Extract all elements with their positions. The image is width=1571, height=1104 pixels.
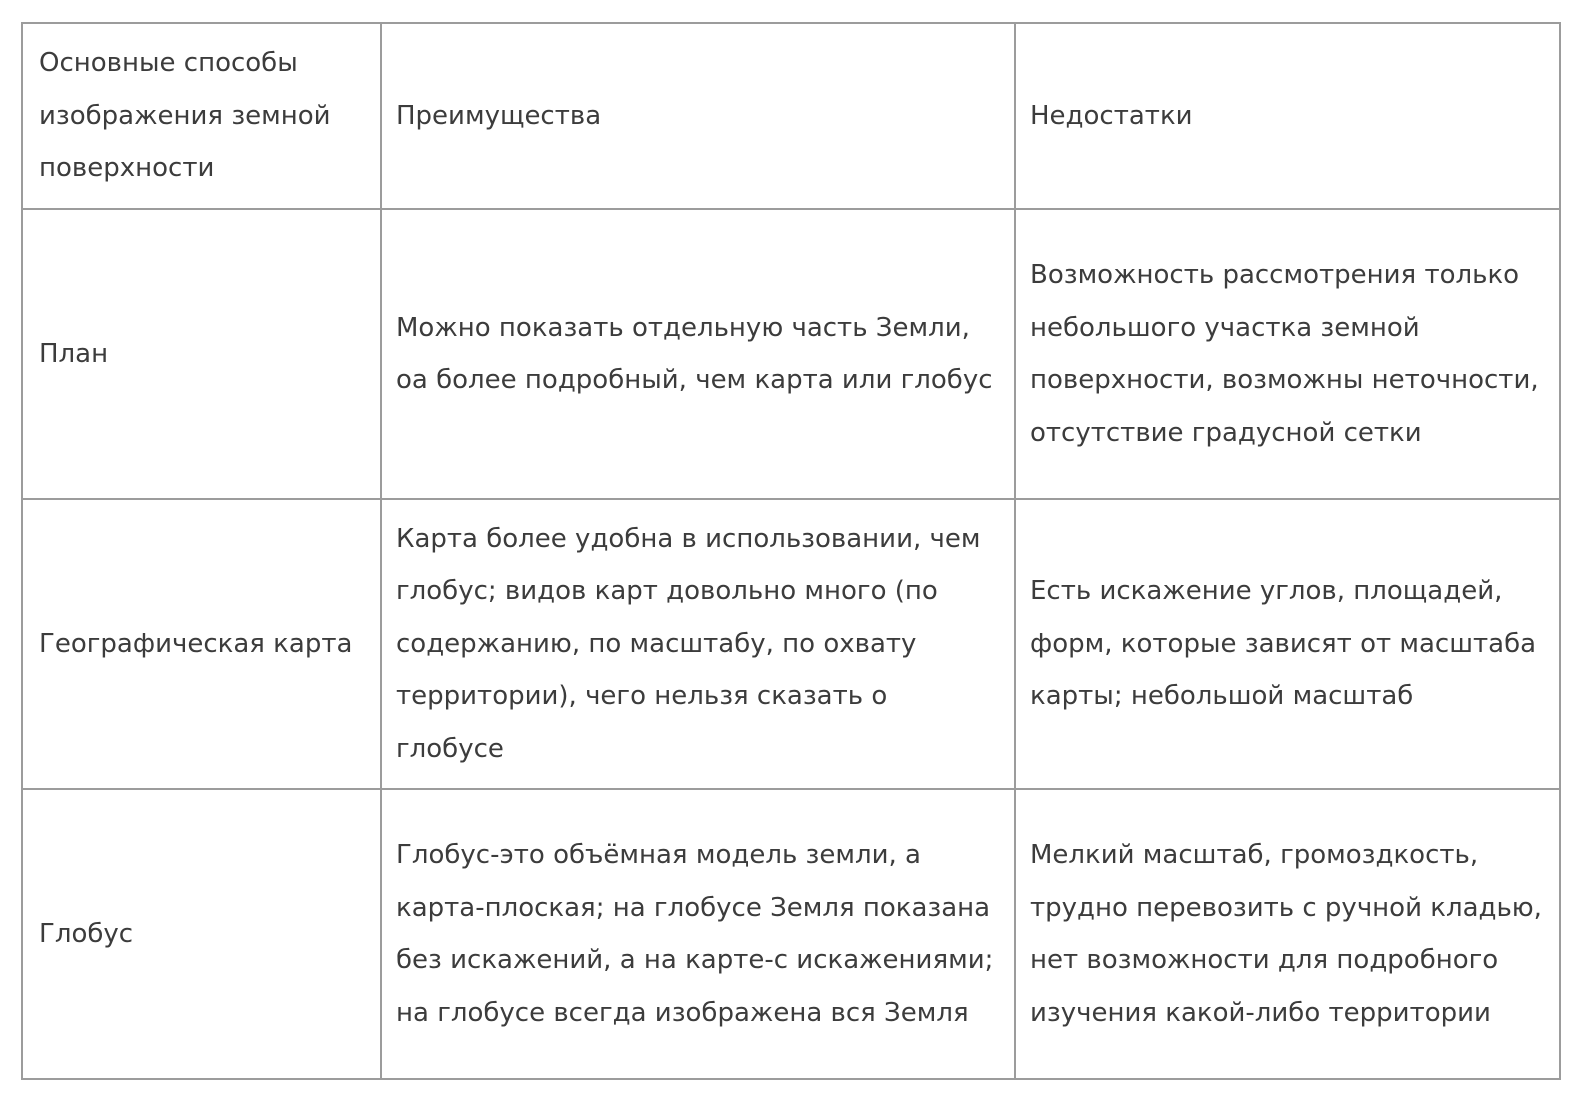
disadvantages-map: Есть искажение углов, площадей, форм, которые зависят от масштаба карты; небольшой масштаб	[1030, 576, 1537, 712]
advantages-cell	[381, 789, 1015, 1079]
table-header-row	[22, 23, 1560, 209]
header-advantages	[381, 23, 1015, 209]
disadvantages-cell	[1015, 209, 1560, 499]
header-disadvantages-text: Недостатки	[1030, 100, 1193, 131]
method-map: Географическая карта	[39, 628, 353, 659]
header-methods-text: Основные способы изображения земной поверхности	[39, 48, 331, 184]
disadvantages-plan: Возможность рассмотрения только небольшого участка земной поверхности, возможны неточности, отсутствие градусной сетки	[1030, 260, 1539, 448]
method-globe: Глобус	[39, 918, 134, 949]
method-plan: План	[39, 338, 109, 369]
advantages-cell	[381, 209, 1015, 499]
advantages-plan: Можно показать отдельную часть Земли, оа более подробный, чем карта или глобус	[396, 312, 993, 395]
method-cell	[22, 499, 381, 789]
header-methods	[22, 23, 381, 209]
header-advantages-text: Преимущества	[396, 100, 602, 131]
table-row	[22, 789, 1560, 1079]
method-cell	[22, 789, 381, 1079]
disadvantages-cell	[1015, 499, 1560, 789]
method-cell	[22, 209, 381, 499]
header-disadvantages	[1015, 23, 1560, 209]
table-row	[22, 499, 1560, 789]
comparison-table	[21, 22, 1561, 1080]
advantages-cell	[381, 499, 1015, 789]
disadvantages-globe: Мелкий масштаб, громоздкость, трудно перевозить с ручной кладью, нет возможности для подробного изучения какой-либо территории	[1030, 840, 1542, 1028]
advantages-map: Карта более удобна в использовании, чем глобус; видов карт довольно много (по содержанию, по масштабу, по охвату территории), чего нельзя сказать о глобусе	[396, 523, 981, 764]
disadvantages-cell	[1015, 789, 1560, 1079]
advantages-globe: Глобус-это объёмная модель земли, а карта-плоская; на глобусе Земля показана без искажений, а на карте-с искажениями; на глобусе всегда изображена вся Земля	[396, 840, 994, 1028]
table-row	[22, 209, 1560, 499]
